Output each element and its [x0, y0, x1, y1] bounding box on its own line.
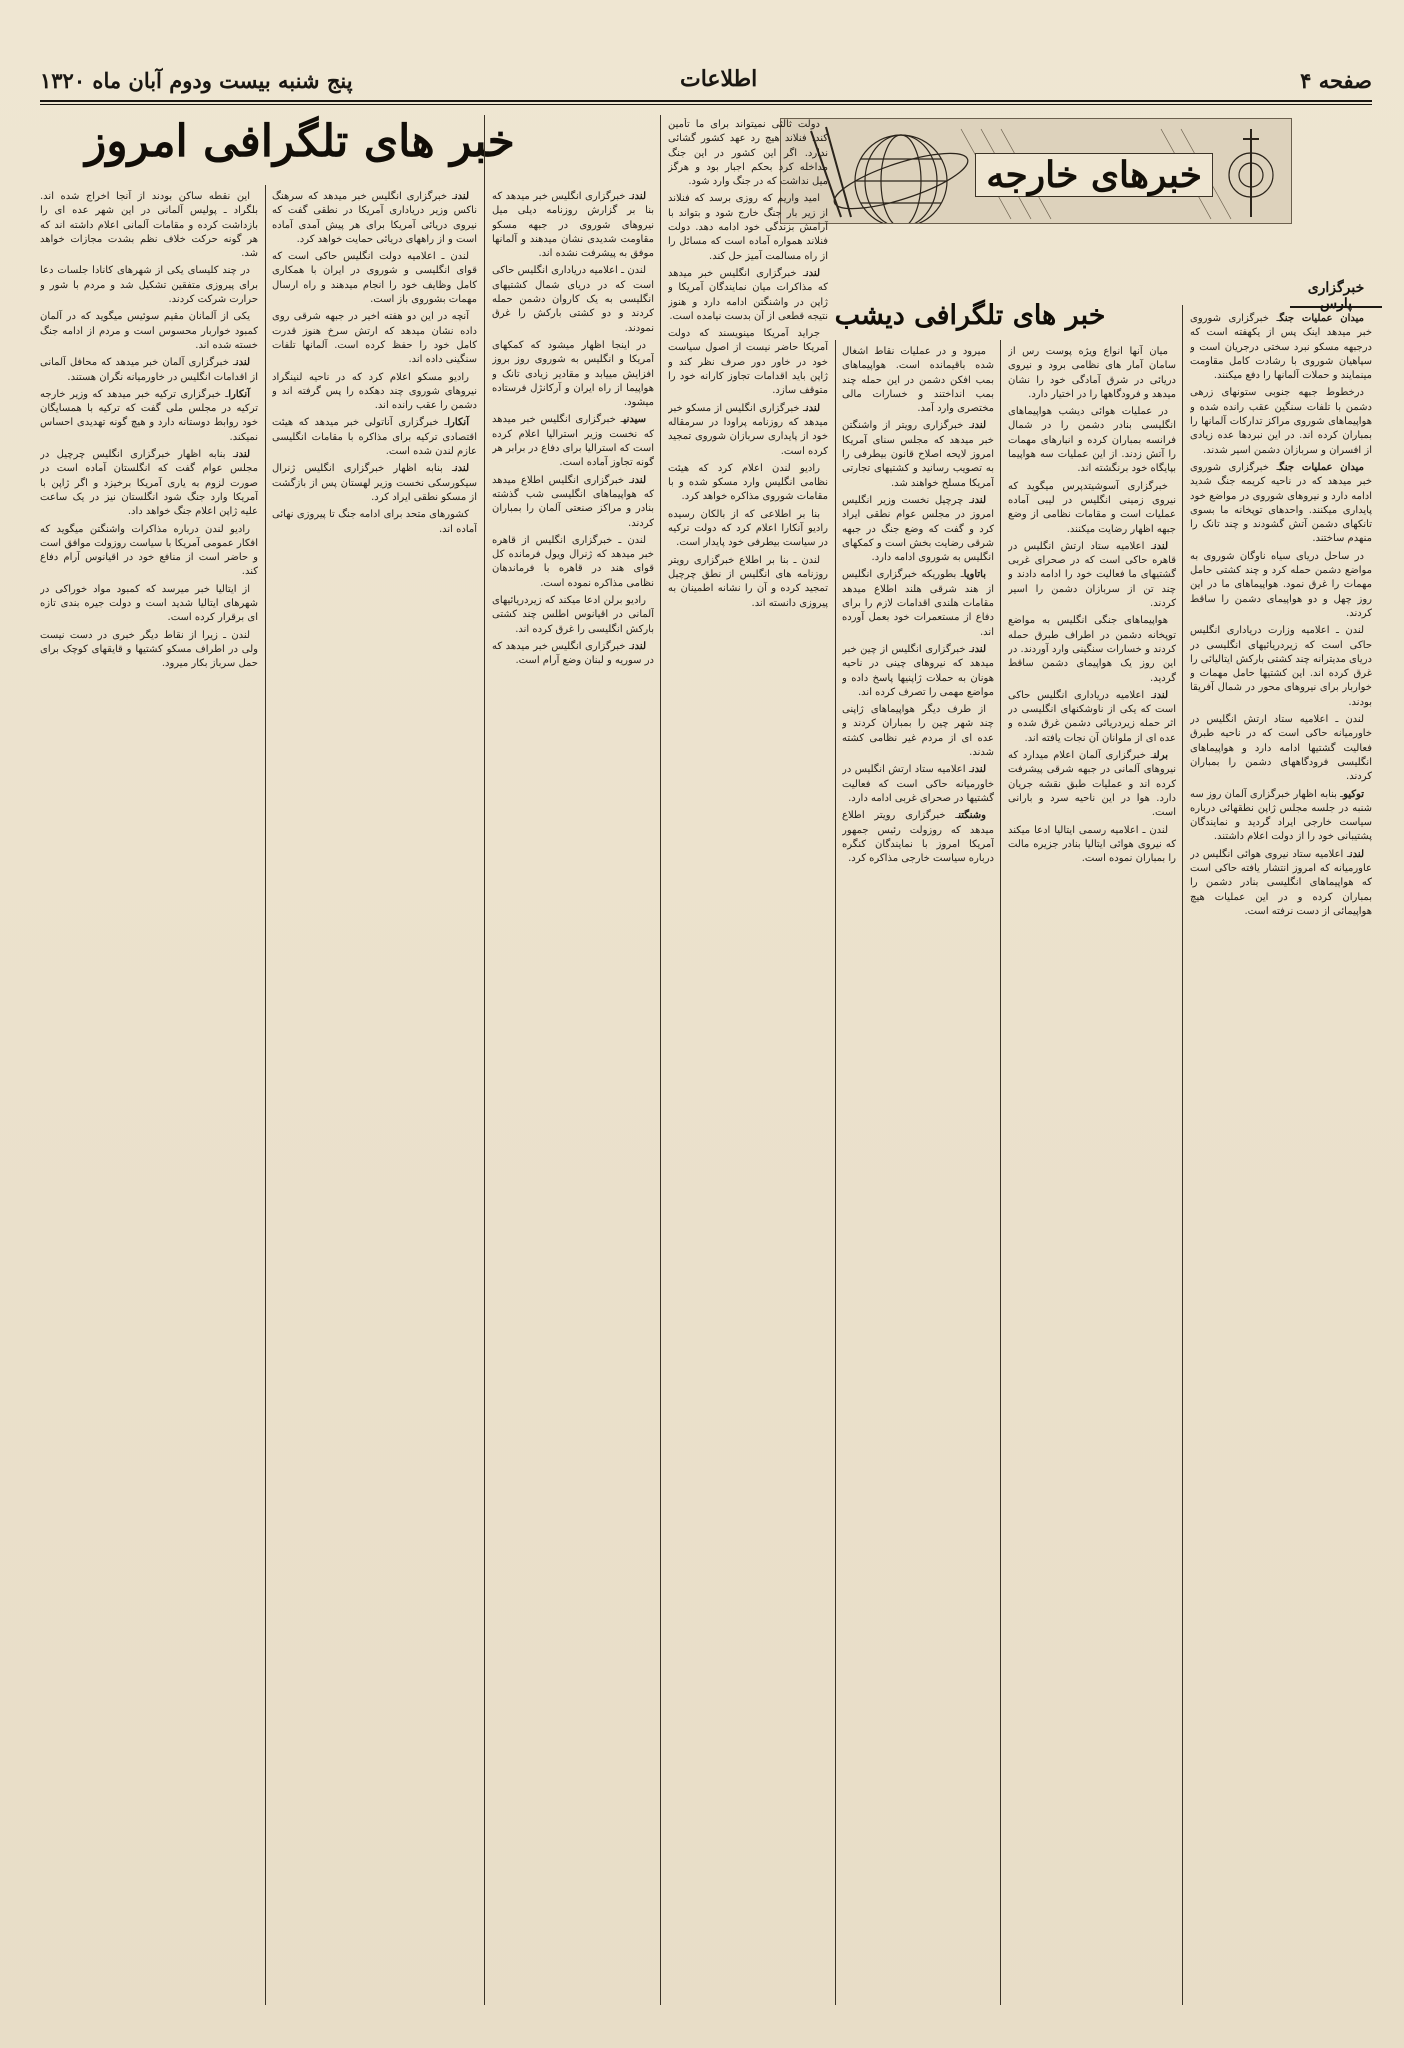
column-rule	[835, 340, 836, 2005]
column-1	[1190, 312, 1372, 2002]
dateline: لندن	[805, 267, 820, 279]
dateline: باتاویا	[963, 569, 986, 581]
dateline: لندن	[235, 357, 250, 369]
masthead	[40, 62, 1372, 98]
dateline: لندن	[1153, 689, 1168, 701]
article-text: ـ خبرگزاری انگلیس از مسکو خبر میدهد که روزنامه پراودا در سرمقاله خود از پایداری سربازان شوروی تمجید کرده است.	[668, 402, 828, 457]
column-5	[492, 190, 654, 2002]
dateline: لندن	[454, 463, 469, 475]
article-text: از ایتالیا خبر میرسد که کمبود مواد خوراکی در شهرهای ایتالیا شدید است و دولت جیره بندی تازه ای برقرار کرده است.	[40, 583, 258, 624]
foreign-news-banner	[780, 118, 1292, 224]
article-text: ـ خبرگزاری شوروی خبر میدهد اینک پس از یکهفته است که درجبهه مسکو نبرد سختی درجریان است و سپاهیان شوروی با رشادت کامل مقاومت مینمایند و حملات آلمانها را دفع میکنند.	[1190, 313, 1372, 382]
article-text: ـ چرچیل نخست وزیر انگلیس امروز در مجلس عوام نطقی ایراد کرد و گفت که وضع جنگ در جبهه شرقی رضایت بخش است و کمکهای انگلیس به شوروی ادامه دارد.	[842, 494, 994, 564]
article-text: ـ خبرگزاری آلمان اعلام میدارد که نیروهای آلمانی در جبهه شرقی پیشرفت کرده اند و عملیات طبق نقشه جریان دارد. هوا در این ناحیه سرد و بارانی است.	[1008, 750, 1176, 819]
article-text: در اینجا اظهار میشود که کمکهای آمریکا و انگلیس به شوروی روز بروز افزایش مییابد و مقادیر زیادی تانک و هواپیما از راه ایران و آرکانژل فرستاده میشود.	[492, 339, 654, 409]
column-7	[40, 190, 258, 2002]
article-text: ـ خبرگزاری انگلیس اطلاع میدهد که هواپیماهای انگلیسی شب گذشته بنادر و مراکز صنعتی آلمان را بمباران کردند.	[492, 474, 654, 529]
article-text: رادیو لندن اعلام کرد که هیئت نظامی انگلیس وارد مسکو شده و با مقامات شوروی مذاکره خواهد کرد.	[668, 462, 828, 503]
page-number: صفحه ۴	[1300, 68, 1372, 93]
article-text: لندن ـ زیرا از نقاط دیگر خبری در دست نیست ولی در اطراف مسکو کشتیها و قایقهای کوچک برای حمل سرباز بکار میرود.	[40, 629, 258, 670]
article-text: لندن ـ اعلامیه وزارت دریاداری انگلیس حاکی است که زیردریائیهای انگلیسی در دریای مدیترانه چند کشتی بارکش ایتالیائی را غرق کرده اند. این کشتیها حامل مهمات و خواربار برای نیروهای محور در شمال آفریقا بودند.	[1190, 625, 1372, 708]
banner-title: خبرهای خارجه	[975, 153, 1213, 197]
article-text: ـ خبرگزاری انگلیس خبر میدهد که سرهنگ ناکس وزیر دریاداری آمریکا در نطقی گفت که نیروی دریائی آمریکا برای هر پیش آمدی آماده است و از راههای دریائی حمایت خواهد کرد.	[272, 191, 477, 245]
article-text: یکی از آلمانان مقیم سوئیس میگوید که در آلمان کمبود خواربار محسوس است و مردم از ادامه جنگ خسته شده اند.	[40, 311, 258, 351]
column-3	[842, 345, 994, 2002]
article-text: جراید آمریکا مینویسند که دولت آمریکا حاضر نیست از اصول سیاست خود در خاور دور صرف نظر کند و ژاپن باید اقدامات تجاوز کارانه خود را متوقف سازد.	[668, 328, 828, 397]
article-text: دولت ثالثی نمیتواند برای ما تأمین کند. فنلاند هیچ رد عهد کشور گشائی ندارد. اگر این کشور در این جنگ مداخله کرد بحکم اجبار بود و هرگز میل نداشت که در جنگ وارد شود.	[668, 119, 828, 188]
article-text: ـ خبرگزاری آلمان خبر میدهد که محافل آلمانی از اقدامات انگلیس در خاورمیانه نگران هستند.	[40, 357, 258, 383]
article-text: ـ خبرگزاری رویتر از واشنگتن خبر میدهد که مجلس سنای آمریکا امروز لایحه اصلاح قانون بیطرفی را به تصویب رسانید و کشتیهای تجارتی آمریکا مسلح خواهند شد.	[842, 420, 994, 489]
article-text: رادیو مسکو اعلام کرد که در ناحیه لنینگراد نیروهای شوروی چند دهکده را پس گرفته اند و دشمن را عقب رانده اند.	[272, 371, 477, 412]
dateline: برلن	[1153, 750, 1168, 762]
dateline: آنکارا	[228, 388, 250, 400]
column-6	[272, 190, 477, 2002]
article-text: ـ اعلامیه دریاداری انگلیس حاکی است که یکی از ناوشکنهای انگلیسی در اثر حمله زیردریائی دشمن غرق شده و عده ای از ملوانان آن نجات یافته اند.	[1008, 689, 1176, 744]
paper-name: اطلاعات	[680, 66, 758, 92]
article-text: لندن ـ اعلامیه دولت انگلیس حاکی است که قوای انگلیسی و شوروی در ایران با همکاری کامل وظایف خود را انجام میدهند و راه ارسال مهمات بشوروی باز است.	[272, 251, 477, 306]
dateline: لندن	[235, 449, 250, 461]
article-text: ـ خبرگزاری انگلیس خبر میدهد که بنا بر گزارش روزنامه دیلی میل نیروهای شوروی در جبهه مسکو مقاومت شدیدی نشان میدهند و آلمانها موفق به پیشرفت نشده اند.	[492, 191, 654, 260]
article-text: ـ بنابه اظهار خبرگزاری آلمان روز سه شنبه در جلسه مجلس ژاپن نطقهائی درباره سیاست خارجی ایراد گردید و نمایندگان پشتیبانی خود را از دولت اعلام داشتند.	[1190, 788, 1372, 843]
column-rule	[265, 185, 266, 2005]
article-text: ـ بنابه اظهار خبرگزاری انگلیس چرچیل در مجلس عوام گفت که انگلستان آماده است در صورت لزوم به یاری آمریکا برخیزد و اگر ژاپن با آمریکا وارد جنگ شود انگلستان نیز در یک ساعت علیه ژاپن اعلام جنگ خواهد داد.	[40, 449, 258, 518]
article-text: در ساحل دریای سیاه ناوگان شوروی به مواضع دشمن حمله کرد و چند کشتی حامل مهمات را غرق نمود. هواپیماهای ما در این روز چهل و دو هواپیمای دشمن را ساقط کردند.	[1190, 550, 1372, 619]
todays-telegraph-headline: خبر های تلگرافی امروز	[85, 116, 515, 167]
dateline: لندن	[971, 420, 986, 432]
article-text: ـ بطوریکه خبرگزاری انگلیس از هند شرقی هلند اطلاع میدهد مقامات هلندی اقدامات لازم را برای دفاع از مستعمرات خود بعمل آورده اند.	[842, 569, 994, 638]
column-2	[1008, 345, 1176, 2002]
column-4	[668, 118, 828, 2002]
article-text: لندن ـ اعلامیه رسمی ایتالیا ادعا میکند که نیروی هوائی ایتالیا بنادر جزیره مالت را بمباران نموده است.	[1008, 824, 1176, 865]
dateline: سیدنی	[623, 414, 646, 426]
article-text: هواپیماهای جنگی انگلیس به مواضع توپخانه دشمن در اطراف طبرق حمله کردند و خسارات سنگینی وارد آوردند. در این روز یک هواپیمای دشمن ساقط گردید.	[1008, 615, 1176, 684]
masthead-rule-thin	[40, 104, 1372, 105]
masthead-rule	[40, 100, 1372, 102]
dateline: لندن	[1349, 848, 1364, 860]
dateline: آنکارا	[447, 417, 469, 429]
article-text: میرود و در عملیات نقاط اشغال شده باقیمانده است. هواپیماهای بمب افکن دشمن در این حمله چند بمب انداختند و خسارات مالی مختصری وارد آمد.	[842, 346, 994, 415]
article-text: ـ خبرگزاری آناتولی خبر میدهد که هیئت اقتصادی ترکیه برای مذاکره با مقامات انگلیسی عازم لندن شده است.	[272, 417, 477, 458]
dateline: وشنگتن	[958, 810, 986, 822]
dateline: لندن	[454, 191, 469, 202]
issue-date: پنج شنبه بیست ودوم آبان ماه ۱۳۲۰	[40, 68, 353, 93]
article-text: درخطوط جبهه جنوبی ستونهای زرهی دشمن با تلفات سنگین عقب رانده شده و هواپیماهای شوروی مراکز تدارکات آلمانها را بمباران کرده اند. در این نبردها عده زیادی از افسران و سربازان دشمن اسیر شدند.	[1190, 387, 1372, 456]
article-text: ـ خبرگزاری انگلیس از چین خبر میدهد که نیروهای چینی در ناحیه هونان به حملات ژاپنیها پاسخ داده و مواضع مهمی را تصرف کرده اند.	[842, 643, 994, 698]
column-rule	[1000, 340, 1001, 2005]
article-text: ـ اعلامیه ستاد ارتش انگلیس در قاهره حاکی است که در صحرای غربی گشتیهای ما فعالیت خود را ادامه دادند و چند تن از سربازان دشمن را اسیر کردند.	[1008, 540, 1176, 610]
article-text: در عملیات هوائی دیشب هواپیماهای انگلیسی بنادر دشمن را در شمال فرانسه بمباران کرده و انبارهای مهمات را آتش زدند. از این عملیات سه هواپیما بپایگاه خود برنگشته اند.	[1008, 406, 1176, 475]
article-text: میان آنها انواع ویژه پوست رس از سامان آمار های نظامی برود و نیروی دریائی در شرق آمادگی خود را نشان میدهد و فرودگاهها را در اختیار دارد.	[1008, 346, 1176, 400]
article-text: لندن ـ خبرگزاری انگلیس از قاهره خبر میدهد که ژنرال ویول فرمانده کل قوای هند در قاهره با فرماندهان نظامی مذاکره نموده است.	[492, 534, 654, 589]
article-text: ـ خبرگزاری رویتر اطلاع میدهد که روزولت رئیس جمهور آمریکا امروز با نمایندگان کنگره درباره سیاست خارجی مذاکره کرد.	[842, 810, 994, 865]
article-text: در چند کلیسای یکی از شهرهای کانادا جلسات دعا برای پیروزی متفقین تشکیل شد و مردم با شور و حرارت شرکت کردند.	[40, 265, 258, 306]
dateline: میدان عملیات جنگ	[1279, 461, 1364, 473]
dateline: لندن	[631, 474, 646, 486]
article-text: ـ خبرگزاری شوروی خبر میدهد که در ناحیه کریمه جنگ شدید ادامه دارد و نیروهای شوروی در مواضع خود پایداری میکنند. واحدهای توپخانه ما بسوی تانکهای دشمن آتش گشودند و چند تانک را منهدم ساختند.	[1190, 461, 1372, 545]
dateline: توکیو	[1343, 788, 1364, 800]
article-text: خبرگزاری آسوشیتدپرس میگوید که نیروی زمینی انگلیس در لیبی آماده عملیات است و مقامات نظامی از وضع جبهه اظهار رضایت میکنند.	[1008, 480, 1176, 535]
article-text: این نقطه ساکن بودند از آنجا اخراج شده اند. بلگراد ـ پولیس آلمانی در این شهر عده ای را بازداشت کرده و مقامات آلمانی اعلام داشته اند که هر گونه حرکت خلاف نظم بشدت مجازات خواهد شد.	[40, 191, 258, 260]
article-text: کشورهای متحد برای ادامه جنگ تا پیروزی نهائی آماده اند.	[272, 509, 477, 535]
article-text: آنچه در این دو هفته اخیر در جبهه شرقی روی داده نشان میدهد که ارتش سرخ هنوز قدرت کامل خود را حفظ کرده است. آلمانها تلفات سنگینی داده اند.	[272, 311, 477, 366]
article-text: ـ خبرگزاری ترکیه خبر میدهد که وزیر خارجه ترکیه در مجلس ملی گفت که ترکیه با همسایگان خود روابط دوستانه دارد و هیچ گونه تهدیدی احساس نمیکند.	[40, 388, 258, 443]
article-text: رادیو برلن ادعا میکند که زیردریائیهای آلمانی در اقیانوس اطلس چند کشتی بارکش انگلیسی را غرق کرده اند.	[492, 595, 654, 635]
column-rule	[660, 115, 661, 2005]
dateline: لندن	[631, 191, 646, 202]
dateline: لندن	[1153, 540, 1168, 552]
article-text: لندن ـ بنا بر اطلاع خبرگزاری رویتر روزنامه های انگلیس از نطق چرچیل تمجید کرده و آن را نشانه اطمینان به پیروزی دانسته اند.	[668, 554, 828, 609]
last-night-telegraph-headline: خبر های تلگرافی دیشب	[834, 300, 1106, 331]
pars-agency-label: خبرگزاری پارس	[1290, 280, 1382, 308]
dateline: لندن	[805, 402, 820, 414]
article-text: لندن ـ اعلامیه ستاد ارتش انگلیس در خاورمیانه حاکی است که در ناحیه طبرق فعالیت گشتیها ادامه دارد و هواپیماهای انگلیسی فرودگاههای دشمن را بمباران کردند.	[1190, 714, 1372, 783]
dateline: لندن	[971, 764, 986, 776]
article-text: ـ اعلامیه ستاد نیروی هوائی انگلیس در عاورمیانه که امروز انتشار یافته حاکی است که هواپیماهای انگلیسی بنادر دشمن را بمباران کرده و در این عملیات هیچ هواپیمائی از دست نرفته است.	[1190, 848, 1372, 917]
article-text: بنا بر اطلاعی که از بالکان رسیده رادیو آنکارا اعلام کرد که دولت ترکیه در سیاست بیطرفی خود پایدار است.	[668, 508, 828, 549]
article-text: از طرف دیگر هواپیماهای ژاپنی چند شهر چین را بمباران کردند و عده ای از مردم غیر نظامی کشته شدند.	[842, 704, 994, 759]
article-text: ـ خبرگزاری انگلیس خبر میدهد که در سوریه و لبنان وضع آرام است.	[492, 640, 654, 667]
dateline: لندن	[631, 640, 646, 652]
article-text: ـ بنابه اظهار خبرگزاری انگلیس ژنرال سیکورسکی نخست وزیر لهستان پس از بازگشت از مسکو نطقی ایراد کرد.	[272, 463, 477, 503]
dateline: لندن	[971, 494, 986, 506]
article-text: رادیو لندن درباره مذاکرات واشنگتن میگوید که افکار عمومی آمریکا با سیاست روزولت موافق است و حاضر است از منافع خود در اقیانوس آرام دفاع کند.	[40, 523, 258, 578]
column-rule	[1182, 305, 1183, 2005]
dateline: لندن	[971, 643, 986, 655]
article-text: لندن ـ اعلامیه دریاداری انگلیس حاکی است که در دریای شمال کشتیهای انگلیسی به یک کاروان دشمن حمله کردند و دو کشتی بارکش را غرق نمودند.	[492, 265, 654, 334]
column-rule	[484, 115, 485, 2005]
dateline: میدان عملیات جنگ	[1279, 313, 1364, 324]
article-text: ـ خبرگزاری انگلیس خبر میدهد که مذاکرات میان نمایندگان آمریکا و ژاپن در واشنگتن ادامه دارد و هنوز نتیجه قطعی از آن بدست نیامده است.	[668, 267, 828, 322]
article-text: امید واریم که روزی برسد که فنلاند از زیر بار جنگ خارج شود و بتواند با آرامش بزندگی خود ادامه دهد. دولت فنلاند همواره آماده است که مسائل را از راه مسالمت آمیز حل کند.	[668, 193, 828, 262]
article-text: ـ خبرگزاری انگلیس خبر میدهد که نخست وزیر استرالیا اعلام کرده است که استرالیا برای دفاع در برابر هر گونه تجاوز آماده است.	[492, 414, 654, 469]
article-text: ـ اعلامیه ستاد ارتش انگلیس در خاورمیانه حاکی است که فعالیت گشتیها در صحرای غربی ادامه دارد.	[842, 764, 994, 804]
